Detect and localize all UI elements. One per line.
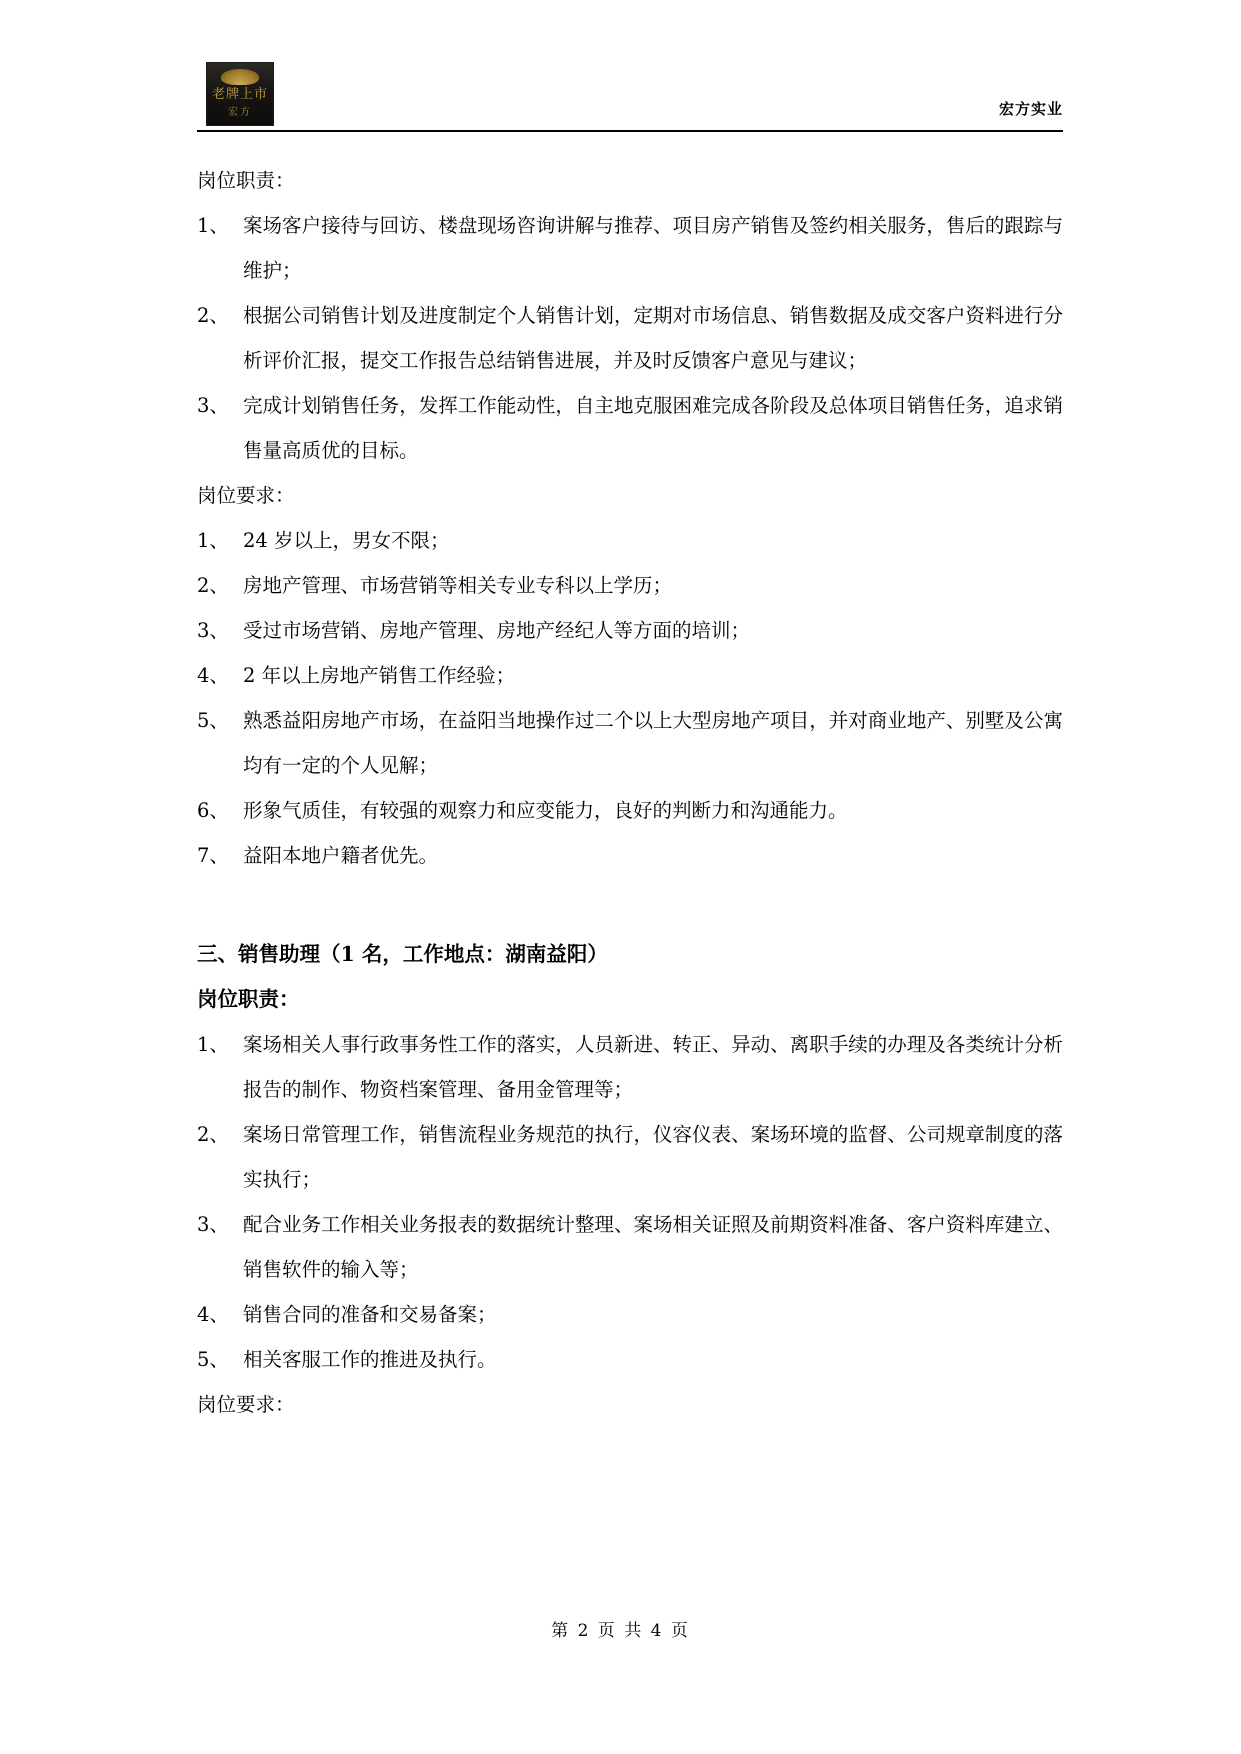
list-item (197, 1337, 1063, 1382)
list-item (197, 788, 1063, 833)
list-item-text: 2 年以上房地产销售工作经验； (243, 664, 516, 687)
list-item-text: 24 岁以上，男女不限； (243, 529, 450, 552)
logo-glyph-top: 老牌上市 (211, 87, 268, 102)
list-item-number: 5、 (197, 1348, 229, 1371)
list-item-text: 形象气质佳，有较强的观察力和应变能力，良好的判断力和沟通能力。 (243, 799, 848, 822)
list-item-text: 相关客服工作的推进及执行。 (243, 1348, 497, 1371)
list-item (197, 1292, 1063, 1337)
list-item-number: 6、 (197, 799, 229, 822)
list-item (197, 698, 1063, 788)
list-item (197, 293, 1063, 383)
list-item (197, 383, 1063, 473)
list-item (197, 653, 1063, 698)
list-item-text: 配合业务工作相关业务报表的数据统计整理、案场相关证照及前期资料准备、客户资料库建立、销售软件的输入等； (243, 1213, 1063, 1281)
logo-crest-icon (221, 69, 259, 85)
company-logo (206, 62, 274, 126)
list-item (197, 833, 1063, 878)
list-item-number: 7、 (197, 844, 229, 867)
section-label-duties: 岗位职责： (197, 169, 295, 192)
list-item-text: 受过市场营销、房地产管理、房地产经纪人等方面的培训； (243, 619, 751, 642)
section-label-duties-2: 岗位职责： (197, 987, 300, 1011)
list-item (197, 563, 1063, 608)
list-item-text: 案场客户接待与回访、楼盘现场咨询讲解与推荐、项目房产销售及签约相关服务，售后的跟踪与维护； (243, 214, 1063, 282)
list-item-number: 3、 (197, 1213, 229, 1236)
list-item-number: 4、 (197, 1303, 229, 1326)
section-spacer (197, 878, 1063, 932)
list-item (197, 203, 1063, 293)
list-item-number: 2、 (197, 304, 229, 327)
list-item-text: 熟悉益阳房地产市场，在益阳当地操作过二个以上大型房地产项目，并对商业地产、别墅及公寓均有一定的个人见解； (243, 709, 1063, 777)
section-label-requirements: 岗位要求： (197, 484, 295, 507)
list-item-number: 2、 (197, 1123, 229, 1146)
list-item-number: 3、 (197, 394, 229, 417)
list-item-text: 房地产管理、市场营销等相关专业专科以上学历； (243, 574, 673, 597)
list-item-text: 案场相关人事行政事务性工作的落实，人员新进、转正、异动、离职手续的办理及各类统计分析报告的制作、物资档案管理、备用金管理等； (243, 1033, 1063, 1101)
list-item-number: 3、 (197, 619, 229, 642)
header-divider (197, 130, 1063, 132)
list-item (197, 608, 1063, 653)
list-item (197, 1112, 1063, 1202)
list-item-number: 2、 (197, 574, 229, 597)
list-item-number: 1、 (197, 1033, 229, 1056)
list-item-text: 完成计划销售任务，发挥工作能动性，自主地克服困难完成各阶段及总体项目销售任务，追求销售量高质优的目标。 (243, 394, 1063, 462)
page-footer: 第 2 页 共 4 页 (551, 1621, 690, 1641)
list-item-number: 4、 (197, 664, 229, 687)
company-name: 宏方实业 (998, 100, 1063, 118)
section-label-requirements-2: 岗位要求： (197, 1393, 295, 1416)
list-item-text: 益阳本地户籍者优先。 (243, 844, 439, 867)
list-item (197, 1022, 1063, 1112)
list-item-number: 1、 (197, 529, 229, 552)
page-header (197, 62, 1063, 134)
document-body (197, 158, 1063, 1427)
list-item (197, 1202, 1063, 1292)
list-item-number: 5、 (197, 709, 229, 732)
list-item (197, 518, 1063, 563)
list-item-text: 案场日常管理工作，销售流程业务规范的执行，仪容仪表、案场环境的监督、公司规章制度的落实执行； (243, 1123, 1063, 1191)
page-heading: 三、销售助理（1 名，工作地点：湖南益阳） (197, 942, 608, 966)
list-item-text: 根据公司销售计划及进度制定个人销售计划，定期对市场信息、销售数据及成交客户资料进行分析评价汇报，提交工作报告总结销售进展，并及时反馈客户意见与建议； (243, 304, 1063, 372)
logo-glyph-bottom: 宏方 (228, 107, 252, 118)
list-item-number: 1、 (197, 214, 229, 237)
list-item-text: 销售合同的准备和交易备案； (243, 1303, 497, 1326)
